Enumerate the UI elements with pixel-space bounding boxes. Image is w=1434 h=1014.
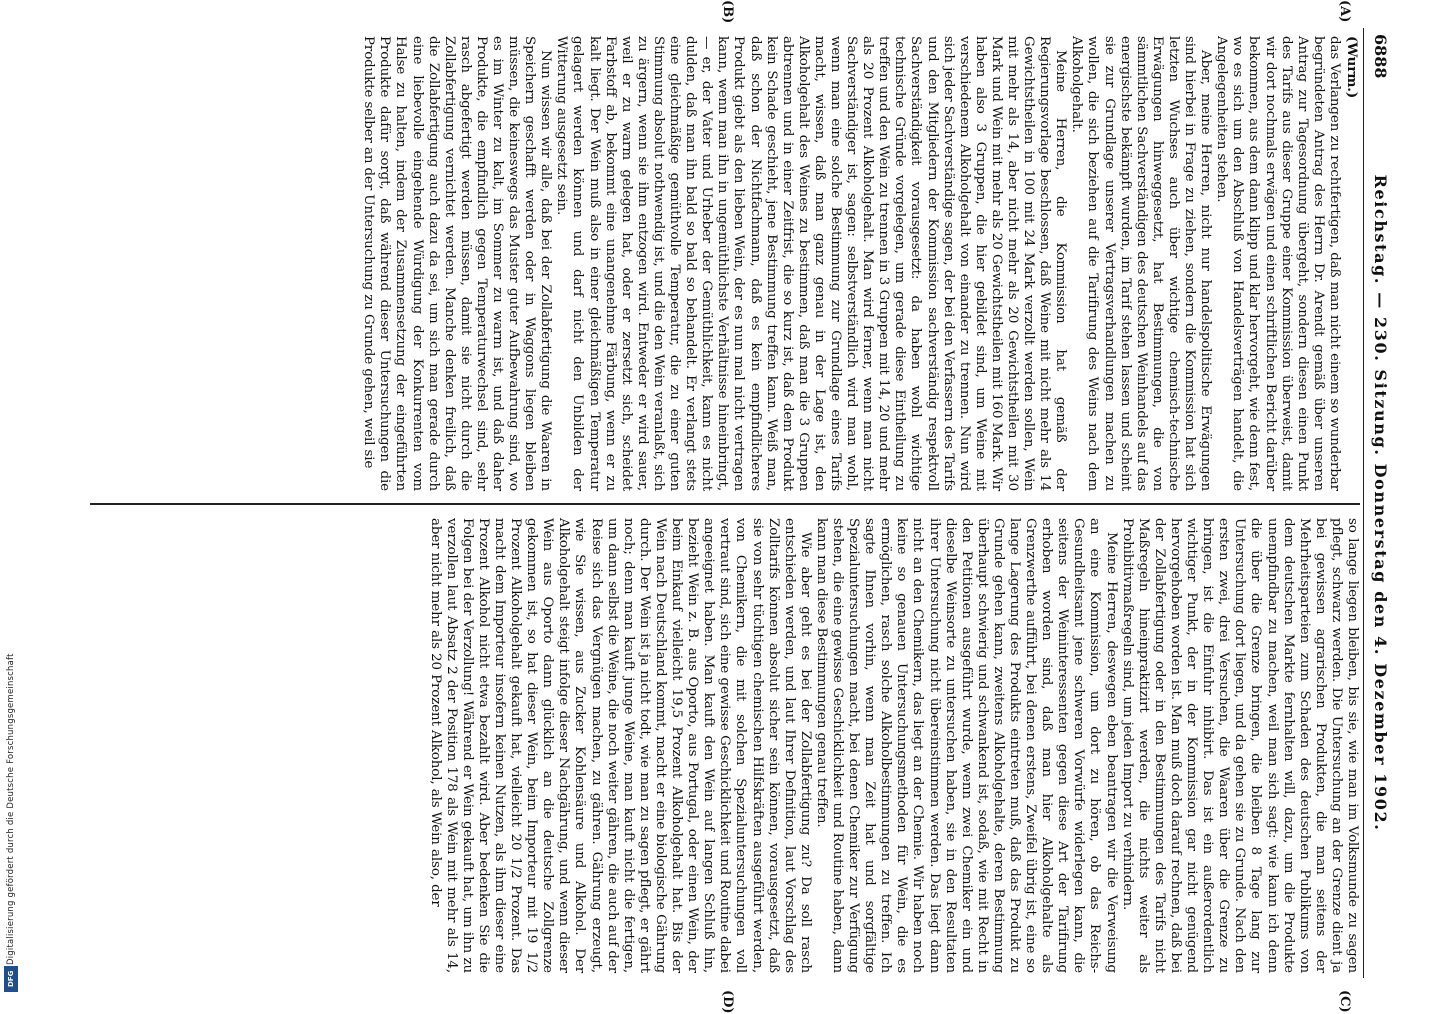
left-paragraph: Nun wissen wir alle, daß bei der Zollabfertigung die Waaren in Speichern geschafft werden oder in Waggons liegen bleiben müssen, die keineswegs das Muster guter Aufbewahrung sind, wo es im Winter zu kalt, im Sommer zu warm ist, und daß daher Produkte, die empfindlich gegen Temperaturwechsel sind, sehr rasch abgefertigt werden müssen, damit sie nicht durch die Zollabfertigung vernichtet werden. Manche denken freilich, daß die Zollabfertigung auch dazu da sei, um sich man gerade durch eine liebevolle eingehende Würdigung der Konkurrenten vom Halse zu halten, indem der Zusammensetzung der eingeführten Produkte dafür sorgt, daß während dieser Untersuchungen die Produkte selber an der Untersuchung zu Grunde gehen, weil sie: [361, 36, 554, 491]
margin-letter-c: (C): [1337, 990, 1352, 1013]
margin-letter-d: (D): [720, 990, 735, 1014]
left-paragraph: Meine Herren, die Kommission hat gemäß der Regierungsvorlage beschlossen, daß Weine mit nicht mehr als 14 Gewichtstheilen in 100 mit 24 Mark verzollt werden sollen, Wein mit mehr als 14, aber nicht mehr als 20 Gewichtstheilen mit 30 Mark und Wein mit mehr als 20 Gewichtstheilen mit 160 Mark. Wir haben also 3 Gruppen, die hier gebildet sind, um Weine mit verschiedenem Alkoholgehalt von einander zu trennen. Nun wird sich jeder Sachverständige sagen, der bei den Verfassern des Tarifs und den Mitgliedern der Kommission sachverständig respektvoll Sachverständigkeit vorausgesetzt: da haben wohl wichtige technische Gründe vorgelegen, um gerade diese Eintheilung zu treffen und den Wein zu trennen in 3 Gruppen mit 14, 20 und mehr als 20 Prozent Alkoholgehalt. Man wird ferner, wenn man nicht Sachverständiger ist, sagen: selbstverständlich wird man wohl, wenn man eine solche Bestimmung zur Grundlage eines Tarifs macht, wissen, daß man ganz genau in der Lage ist, den Alkoholgehalt des Weines zu bestimmen, daß man die 3 Gruppen abtrennen und in einer Zeitfrist, die so kurz ist, daß dem Produkt kein Schade geschieht, jene Bestimmung treffen kann. Weiß man, daß schon der Nichtfachmann, daß es kein empfindlicheres Produkt giebt als den lieben Wein, der es nun mal nicht vertragen kann, wenn man ihn in ungemüthlichste Verhältnisse hineinbringt, — er, der Vater und Urheber der Gemüthlichkeit, kann es nicht dulden, daß man ihn bald so bald so behandelt. Er verlangt stets eine gleichmäßige gemüthvolle Temperatur, die zu einer guten Stimmung absolut nothwendig ist, und die den Wein veranlaßt, sich zu ärgern, wenn sie ihm entzogen wird. Entweder er wird sauer, weil er zu warm gelegen hat, oder er zersetzt sich, scheidet Farbstoff ab, bekommt eine unangenehme Färbung, wenn er zu kalt liegt. Der Wein muß also in einer gleichmäßigen Temperatur gelagert werden können und darf nicht den Unbilden der Witterung ausgesetzt sein.: [554, 36, 1069, 491]
left-paragraph: das Verlangen zu rechtfertigen, daß man nicht einem so wunderbar begründeten Antrag des Herrn Dr. Arendt gemäß über unseren Antrag zur Tagesordnung übergeht, sondern diesen einen Punkt des Tarifs aus dieser Gruppe einer Kommission überweist, damit wir dort nochmals erwägen und einen schriftlichen Bericht darüber bekommen, aus dem dann klipp und klar hervorgeht, wie denn fest, wo es sich um den Abschluß von Handelsverträgen handelt, die Angelegenheiten stehen.: [1214, 36, 1342, 491]
text-columns: [90, 0, 1360, 1014]
digitization-credit-text: Digitalisierung gefördert durch die Deutsche Forschungsgemeinschaft: [6, 653, 16, 965]
margin-letter-a: (A): [1337, 0, 1352, 23]
digitization-credit-strip: [0, 0, 22, 1000]
page-number: 6888: [1371, 34, 1390, 79]
column-divider: [90, 503, 1360, 505]
right-paragraph: so lange liegen bleiben, bis sie, wie man im Volksmunde zu sagen pflegt, schwarz werden. Die Untersuchung an der Grenze dient ja bei gewissen agrarischen Produkten, die man seitens der Mehrheitsparteien zum Schaden des deutschen Publikums von dem deutschen Markte fernhalten will, dazu, um die Produkte unempfindbar zu machen, weil man sich sagt: wie kann ich denn die über die Grenze bringen, die bleiben 8 Tage lang zur Untersuchung dort liegen, und da gehen sie zu Grunde. Nach den ersten zwei, drei Versuchen, die Waaren über die Grenze zu bringen, ist die Einfuhr inhibirt. Das ist ein außerordentlich wichtiger Punkt, der in der Kommission gar nicht genügend hervorgehoben worden ist. Man muß doch darauf rechnen, daß bei der Zollabfertigung oder in den Bestimmungen des Tarifs nicht Maßregeln hineinpraktizirt werden, die nichts weiter als Prohibitivmaßregeln sind, um jeden Import zu verhindern.: [1119, 518, 1360, 973]
speaker-tag: (Wurm.): [1344, 36, 1360, 99]
page-header: [1363, 28, 1394, 978]
right-column: [90, 518, 1360, 973]
margin-letter-b: (B): [720, 0, 735, 24]
dfg-logo-badge: DFG: [4, 966, 18, 992]
scanned-page-viewport: [84, 0, 1394, 1014]
running-title: Reichstag. — 230. Sitzung. Donnerstag den 4. Dezember 1902.: [1371, 174, 1390, 832]
right-paragraph: Meine Herren, deswegen eben beantragen wir die Verweisung an eine Kommission, um dort zu hören, ob das Reichs-Gesundheitsamt jene schweren Vorwürfe widerlegen kann, die seitens der Weininteressenten gegen diese Art der Tarifirung erhoben worden sind, daß man hier Alkoholgehalte als Grenzwerthe aufführt, bei denen erstens, Zweifel übrig ist, eine so lange Lagerung des Produkts eintreten muß, daß das Produkt zu Grunde gehen kann, zweitens Alkoholgehalte, deren Bestimmung überhaupt schwierig und schwankend ist, sodaß, wie mit Recht in den Petitionen ausgeführt wurde, wenn zwei Chemiker ein und dieselbe Weinsorte zu untersuchen haben, sie in den Resultaten ihrer Untersuchung nicht übereinstimmen werden. Das liegt dann nicht an den Chemikern, das liegt an der Chemie. Wir haben noch keine so genauen Untersuchungsmethoden für Wein, die es ermöglichen, rasch solche Alkoholbestimmungen zu treffen. Ich sagte Ihnen vorhin, wenn man Zeit hat und sorgfältige Spezialuntersuchungen macht, bei denen Chemiker zur Verfügung stehen, die eine gewisse Geschicklichkeit und Routine haben, dann kann man diese Bestimmungen genau treffen.: [813, 518, 1119, 973]
left-paragraph: Aber, meine Herren, nicht nur handelspolitische Erwägungen sind hierbei in Frage zu ziehen, sondern die Kommission hat sich letzten Wuchses auch über wichtige chemisch-technische Erwägungen hinweggesetzt, hat Bestimmungen, die von sämmtlichen Sachverständigen des deutschen Weinhandels auf das energischste bekämpft wurden, im Tarif stehen lassen und scheint sie zur Grundlage unserer Vertragsverhandlungen machen zu wollen, die sich beziehen auf die Tarifirung des Weins nach dem Alkoholgehalt.: [1069, 36, 1214, 491]
right-paragraph: Wie aber geht es bei der Zollabfertigung zu? Da soll rasch entschieden werden, und laut Ihrer Definition, laut Vorschlag des Zolltarifs können absolut sicher sein können, vorausgesetzt, daß sie von sehr tüchtigen chemischen Hilfskräften ausgeführt werden, von Chemikern, die mit solchen Spezialuntersuchungen voll vertraut sind, sich eine gewisse Geschicklichkeit und Routine dabei angeeignet haben. Man kauft den Wein auf langen Schluß hin, bezieht Wein z. B. aus Oporto, aus Portugal, oder einen Wein, der beim Einkauf vielleicht 19,5 Prozent Alkoholgehalt hat. Bis der Wein nach Deutschland kommt, macht er eine biologische Gährung durch. Der Wein ist ja nicht todt, wie man zu sagen pflegt, er gährt noch; denn man kauft junge Weine, man kauft nicht die fertigen, um dann selbst die Weine, die noch weiter gähren, die auch auf der Reise sich das Vergnügen machen, zu gähren. Gährung erzeugt, wie Sie wissen, aus Zucker Kohlensäure und Alkohol. Der Alkoholgehalt steigt infolge dieser Nachgährung, und wenn dieser Wein aus Oporto dann glücklich an die deutsche Zollgrenze gekommen ist, so hat dieser Wein, beim Importeur mit 19 1/2 Prozent Alkoholgehalt gekauft hat, vielleicht 20 1/2 Prozent. Das macht dem Importeur insofern keinen Nutzen, als ihm dieser eine Prozent Alkohol nicht etwa bezahlt wird. Aber bedenken Sie die Folgen bei der Verzollung! Während er Wein gekauft hat, um ihn zu verzollen laut Absatz 2 der Position 178 als Wein mit mehr als 14, aber nicht mehr als 20 Prozent Alkohol, als Wein also, der: [427, 518, 813, 973]
document-page: [84, 0, 1394, 1014]
left-column: [90, 36, 1360, 491]
